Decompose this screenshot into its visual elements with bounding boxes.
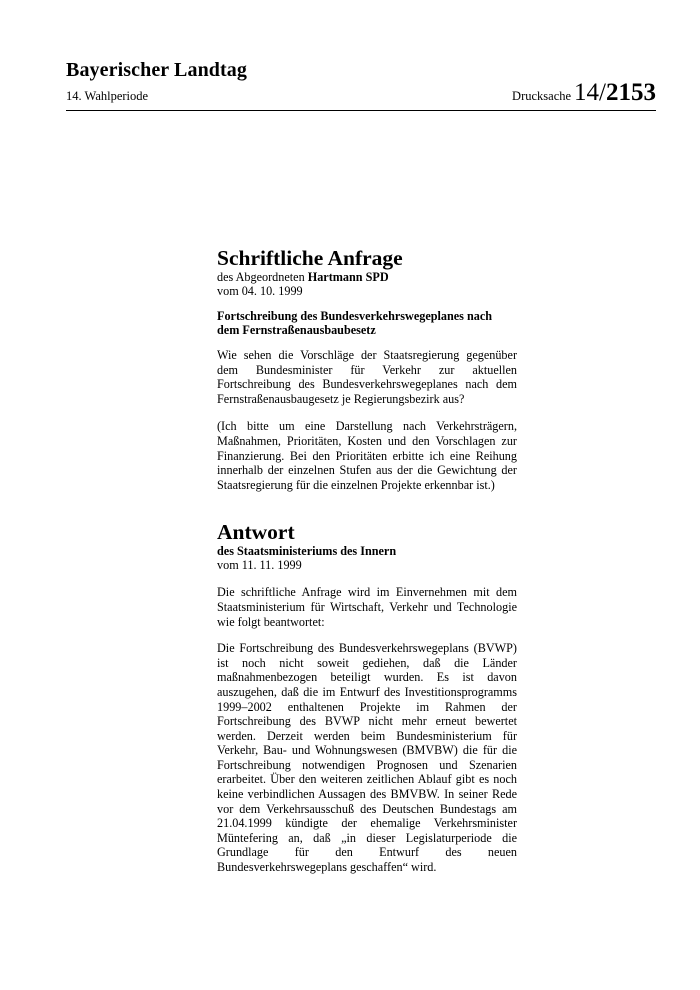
header-rule [66,110,656,111]
drucksache-reference [512,80,656,105]
answer-paragraph-2: Die Fortschreibung des Bundesverkehrswegeplans (BVWP) ist noch nicht soweit gediehen, daß die Länder maßnahmenbezogen beteiligt wurden. Es ist davon auszugehen, daß die im Entwurf des Investitionsprogramms 1999–2002 enthaltenen Projekte im Rahmen der Fortschreibung des BVWP nicht mehr erneut bewertet werden. Derzeit werden beim Bundesministerium für Verkehr, Bau- und Wohnungswesen (BMVBW) die für die Fortschreibung notwendigen Prognosen und Szenarien erarbeitet. Über den weiteren zeitlichen Ablauf gibt es noch keine verbindlichen Aussagen des BMVBW. In seiner Rede vor dem Verkehrsausschuß des Deutschen Bundestags am 21.04.1999 kündigte der ehemalige Verkehrsminister Müntefering an, daß „in dieser Legislaturperiode die Grundlage für den Entwurf des neuen Bundesverkehrswegeplans geschaffen“ wird. [217,641,517,875]
answer-ministry: des Staatsministeriums des Innern [217,544,397,559]
author-name: Hartmann SPD [307,270,389,284]
question-date: vom 04. 10. 1999 [217,284,303,298]
question-title: Schriftliche Anfrage [217,246,403,270]
answer-title: Antwort [217,520,295,545]
author-prefix: des Abgeordneten [217,270,308,284]
answer-date: vom 11. 11. 1999 [217,558,302,573]
question-subject [217,309,517,337]
question-paragraph-1: Wie sehen die Vorschläge der Staatsregierung gegenüber dem Bundesminister für Verkehr zur aktuellen Fortschreibung des Bundesverkehrswegeplanes nach dem Fernstraßenausbaugesetz je Regierungsbezirk aus? [217,348,517,406]
question-section [217,246,517,492]
answer-section [217,520,517,874]
document-body [217,246,517,875]
subject-line-2: dem Fernstraßenausbaubesetz [217,323,376,337]
document-header [66,58,656,111]
subject-line-1: Fortschreibung des Bundesverkehrswegeplanes nach [217,309,493,323]
answer-paragraph-1: Die schriftliche Anfrage wird im Einvernehmen mit dem Staatsministerium für Wirtschaft, Verkehr und Technologie wie folgt beantwortet: [217,585,517,629]
header-info-row [66,79,656,108]
legislative-period: 14. Wahlperiode [66,89,149,103]
question-author-line [217,270,517,284]
question-paragraph-2: (Ich bitte um eine Darstellung nach Verkehrsträgern, Maßnahmen, Prioritäten, Kosten und den Vorschlagen zur Finanzierung. Bei den Prioritäten erbitte ich eine Reihung innerhalb der einzelnen Stufen aus der die Gewichtung der Staatsregierung für die einzelnen Projekte erkennbar ist.) [217,419,517,492]
drucksache-number: 2153 [606,79,656,106]
drucksache-period: 14/ [574,79,606,106]
parliament-name: Bayerischer Landtag [66,59,247,81]
drucksache-label: Drucksache [512,89,572,103]
